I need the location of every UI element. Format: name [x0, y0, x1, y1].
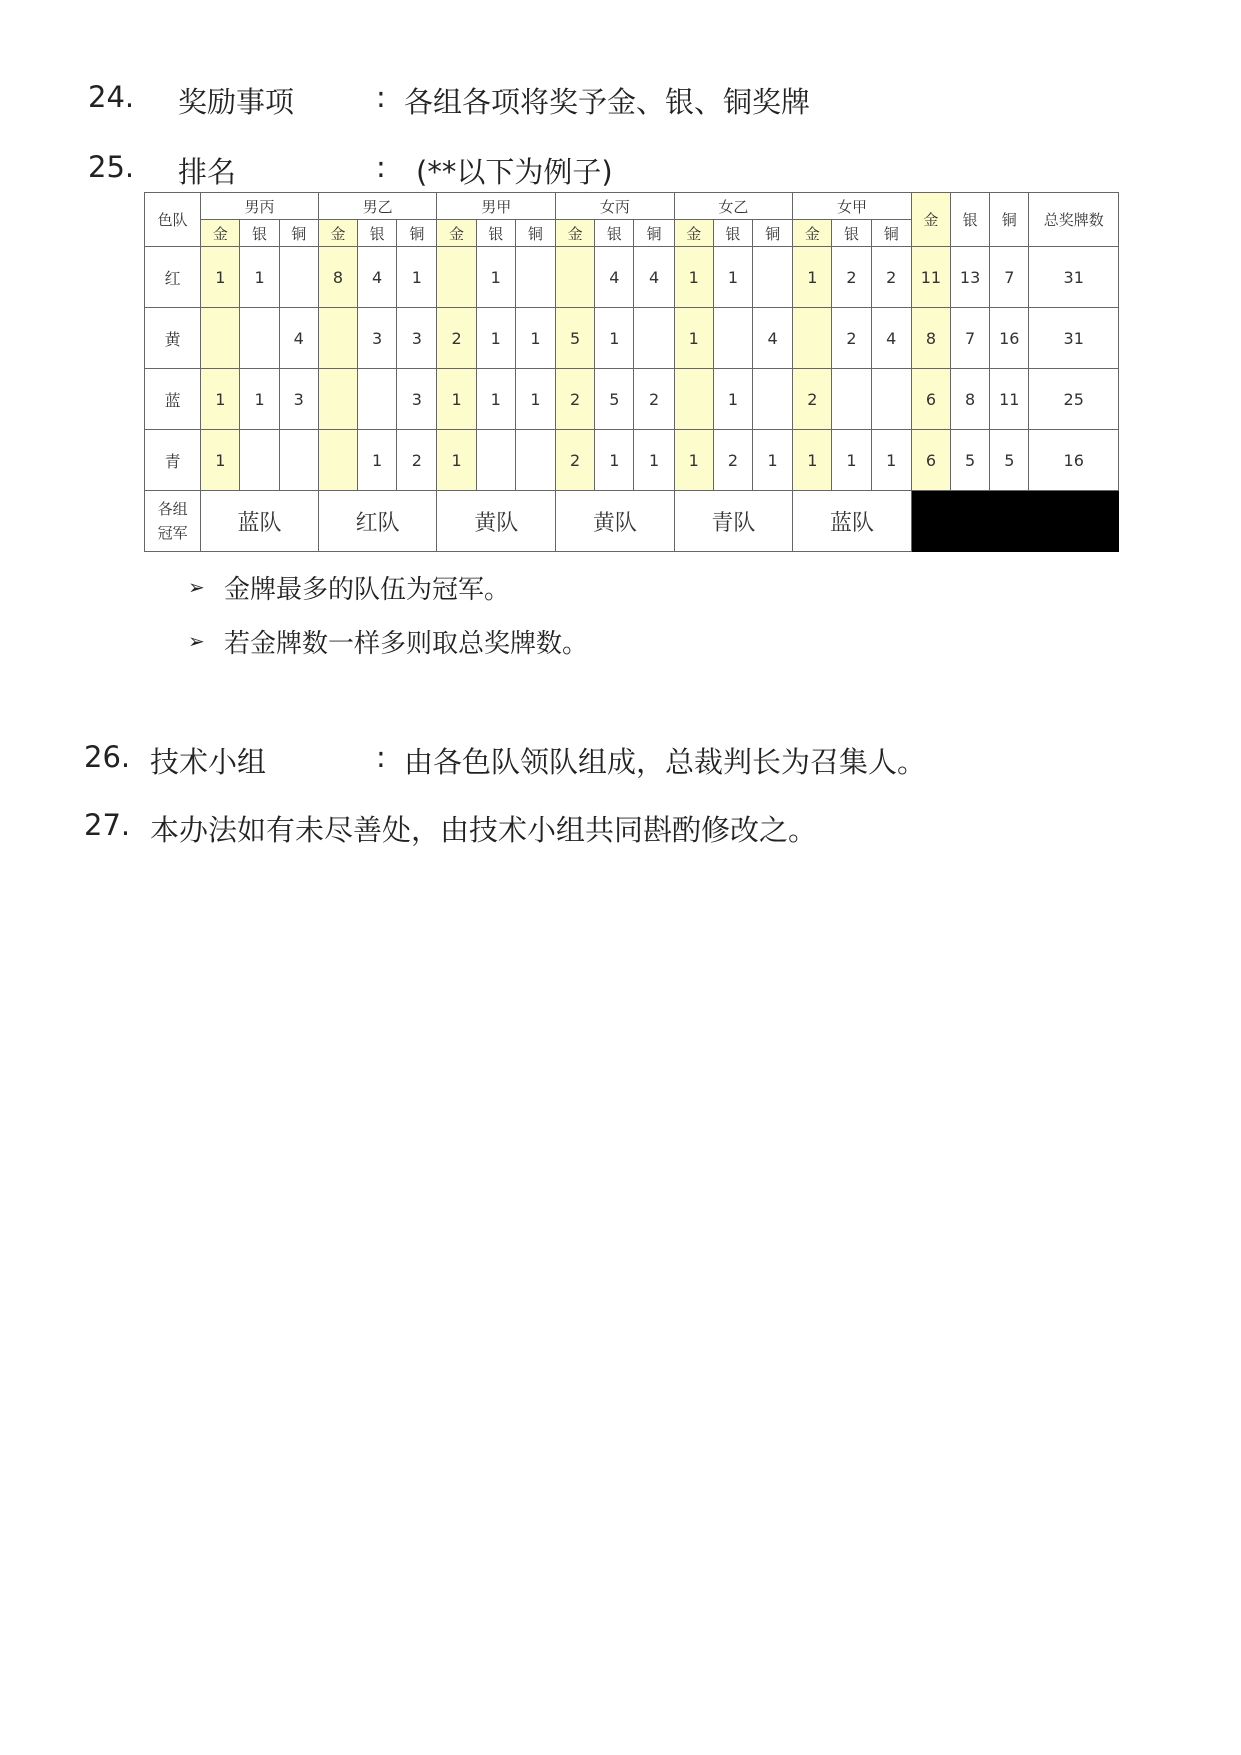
champion-team-cell: 青队	[674, 491, 793, 552]
total-cell: 11	[911, 247, 950, 308]
medal-count-cell: 1	[832, 430, 871, 491]
blacked-out-cell	[990, 491, 1029, 552]
item-colon: :	[376, 80, 386, 114]
medal-count-cell: 3	[358, 308, 397, 369]
medal-count-cell: 1	[397, 247, 437, 308]
group-header: 女丙	[556, 193, 675, 220]
group-header: 男乙	[318, 193, 437, 220]
item-label: 技术小组	[150, 745, 267, 779]
medal-subheader: 银	[713, 220, 752, 247]
total-cell: 6	[911, 369, 950, 430]
medal-count-cell	[515, 247, 555, 308]
medal-subheader: 金	[793, 220, 832, 247]
medal-subheader: 银	[832, 220, 871, 247]
medal-count-cell: 1	[240, 247, 279, 308]
total-silver-header: 银	[951, 193, 990, 247]
total-cell: 5	[951, 430, 990, 491]
medal-count-cell: 2	[713, 430, 752, 491]
medal-subheader: 银	[595, 220, 634, 247]
medal-count-cell	[753, 247, 793, 308]
medal-count-cell: 1	[201, 430, 240, 491]
medal-count-cell: 2	[556, 369, 595, 430]
medal-count-cell: 4	[753, 308, 793, 369]
team-cell: 蓝	[145, 369, 201, 430]
medal-subheader: 铜	[397, 220, 437, 247]
medal-subheader: 金	[556, 220, 595, 247]
medal-count-cell: 4	[634, 247, 674, 308]
medal-subheader: 金	[437, 220, 476, 247]
medal-count-cell: 1	[871, 430, 911, 491]
champion-team-cell: 黄队	[556, 491, 675, 552]
medal-count-cell: 1	[793, 247, 832, 308]
total-cell: 5	[990, 430, 1029, 491]
medal-count-cell	[279, 247, 318, 308]
medal-count-cell: 3	[279, 369, 318, 430]
medal-count-cell: 1	[674, 247, 713, 308]
medal-count-cell: 1	[713, 369, 752, 430]
total-cell: 16	[990, 308, 1029, 369]
blacked-out-cell	[1029, 491, 1119, 552]
arrow-bullet-icon: ➢	[188, 575, 205, 599]
medal-count-cell	[753, 369, 793, 430]
item-text: (**以下为例子)	[416, 155, 613, 189]
total-cell: 11	[990, 369, 1029, 430]
item-label: 奖励事项	[178, 85, 295, 119]
medal-count-cell: 1	[595, 430, 634, 491]
medal-count-cell: 2	[871, 247, 911, 308]
note-item: 金牌最多的队伍为冠军。	[224, 575, 511, 605]
group-header-row	[145, 193, 1119, 220]
medal-count-cell: 1	[634, 430, 674, 491]
medal-count-cell: 1	[201, 369, 240, 430]
total-cell: 13	[951, 247, 990, 308]
champion-label	[145, 491, 201, 552]
champion-label-line: 各组	[157, 500, 188, 518]
medal-count-cell: 1	[476, 308, 515, 369]
group-header: 男丙	[201, 193, 319, 220]
note-item: 若金牌数一样多则取总奖牌数。	[224, 629, 589, 659]
medal-subheader: 铜	[753, 220, 793, 247]
medal-count-cell	[871, 369, 911, 430]
medal-count-cell: 2	[793, 369, 832, 430]
team-cell: 红	[145, 247, 201, 308]
item-number: 24.	[88, 80, 135, 114]
medal-count-cell: 4	[595, 247, 634, 308]
total-cell: 7	[951, 308, 990, 369]
medal-count-cell	[318, 369, 357, 430]
table-row	[145, 308, 1119, 369]
total-cell: 31	[1029, 308, 1119, 369]
total-gold-header: 金	[911, 193, 950, 247]
medal-count-cell: 2	[832, 308, 871, 369]
medal-subheader: 铜	[634, 220, 674, 247]
champion-team-cell: 蓝队	[793, 491, 912, 552]
champion-team-cell: 红队	[318, 491, 437, 552]
total-cell: 25	[1029, 369, 1119, 430]
item-colon: :	[376, 740, 386, 774]
total-bronze-header: 铜	[990, 193, 1029, 247]
medal-count-cell: 2	[397, 430, 437, 491]
medal-count-cell: 1	[674, 308, 713, 369]
total-cell: 8	[951, 369, 990, 430]
medal-count-cell	[476, 430, 515, 491]
medal-count-cell	[318, 308, 357, 369]
medal-subheader: 银	[240, 220, 279, 247]
medal-count-cell: 1	[437, 430, 476, 491]
total-cell: 7	[990, 247, 1029, 308]
medal-count-cell: 1	[753, 430, 793, 491]
group-header: 女甲	[793, 193, 912, 220]
medal-count-cell: 1	[515, 369, 555, 430]
champion-team-cell: 蓝队	[201, 491, 319, 552]
champion-team-cell: 黄队	[437, 491, 556, 552]
blacked-out-cell	[951, 491, 990, 552]
medal-count-cell: 4	[279, 308, 318, 369]
total-cell: 6	[911, 430, 950, 491]
medal-count-cell	[318, 430, 357, 491]
medal-count-cell: 1	[437, 369, 476, 430]
medal-count-cell: 2	[556, 430, 595, 491]
medal-count-cell	[201, 308, 240, 369]
table-row	[145, 430, 1119, 491]
item-number: 27.	[84, 808, 131, 842]
table-row	[145, 369, 1119, 430]
medal-subheader: 金	[201, 220, 240, 247]
medal-count-cell	[793, 308, 832, 369]
medal-count-cell	[713, 308, 752, 369]
medal-count-cell: 1	[674, 430, 713, 491]
group-header: 男甲	[437, 193, 556, 220]
medal-count-cell: 2	[832, 247, 871, 308]
medal-subheader: 铜	[871, 220, 911, 247]
champion-row	[145, 491, 1119, 552]
total-cell: 16	[1029, 430, 1119, 491]
champion-label-line: 冠军	[157, 524, 188, 542]
medal-subheader: 铜	[279, 220, 318, 247]
medal-count-cell: 8	[318, 247, 357, 308]
medal-count-cell: 1	[476, 369, 515, 430]
medal-count-cell	[556, 247, 595, 308]
medal-count-cell: 5	[595, 369, 634, 430]
table-row	[145, 247, 1119, 308]
item-text: 由各色队领队组成，总裁判长为召集人。	[404, 745, 927, 779]
blacked-out-cell	[911, 491, 950, 552]
medal-subheader: 银	[358, 220, 397, 247]
item-text: 本办法如有未尽善处，由技术小组共同斟酌修改之。	[150, 813, 818, 847]
medal-subheader: 金	[674, 220, 713, 247]
item-colon: :	[376, 150, 386, 184]
team-header: 色队	[145, 193, 201, 247]
medal-count-cell	[634, 308, 674, 369]
team-cell: 黄	[145, 308, 201, 369]
medal-count-cell: 5	[556, 308, 595, 369]
medal-count-cell: 3	[397, 308, 437, 369]
medal-count-cell: 1	[595, 308, 634, 369]
item-number: 26.	[84, 740, 131, 774]
medal-count-cell: 3	[397, 369, 437, 430]
medal-count-cell	[437, 247, 476, 308]
medal-subheader: 金	[318, 220, 357, 247]
medal-count-cell	[240, 308, 279, 369]
team-cell: 青	[145, 430, 201, 491]
medal-count-cell: 1	[793, 430, 832, 491]
medal-count-cell	[832, 369, 871, 430]
medal-count-cell: 2	[437, 308, 476, 369]
medal-subheader: 铜	[515, 220, 555, 247]
medal-table	[144, 192, 1119, 552]
medal-count-cell	[279, 430, 318, 491]
medal-subheader: 银	[476, 220, 515, 247]
total-cell: 31	[1029, 247, 1119, 308]
medal-count-cell	[515, 430, 555, 491]
medal-count-cell	[240, 430, 279, 491]
arrow-bullet-icon: ➢	[188, 629, 205, 653]
medal-count-cell: 2	[634, 369, 674, 430]
medal-count-cell: 1	[515, 308, 555, 369]
medal-count-cell: 1	[476, 247, 515, 308]
medal-count-cell: 4	[871, 308, 911, 369]
medal-count-cell	[674, 369, 713, 430]
item-number: 25.	[88, 150, 135, 184]
medal-count-cell: 1	[201, 247, 240, 308]
medal-count-cell	[358, 369, 397, 430]
item-label: 排名	[178, 155, 237, 189]
medal-table-body	[145, 193, 1119, 552]
medal-count-cell: 4	[358, 247, 397, 308]
medal-count-cell: 1	[713, 247, 752, 308]
item-text: 各组各项将奖予金、银、铜奖牌	[404, 85, 811, 119]
total-medals-header: 总奖牌数	[1029, 193, 1119, 247]
medal-count-cell: 1	[358, 430, 397, 491]
medal-count-cell: 1	[240, 369, 279, 430]
group-header: 女乙	[674, 193, 793, 220]
total-cell: 8	[911, 308, 950, 369]
